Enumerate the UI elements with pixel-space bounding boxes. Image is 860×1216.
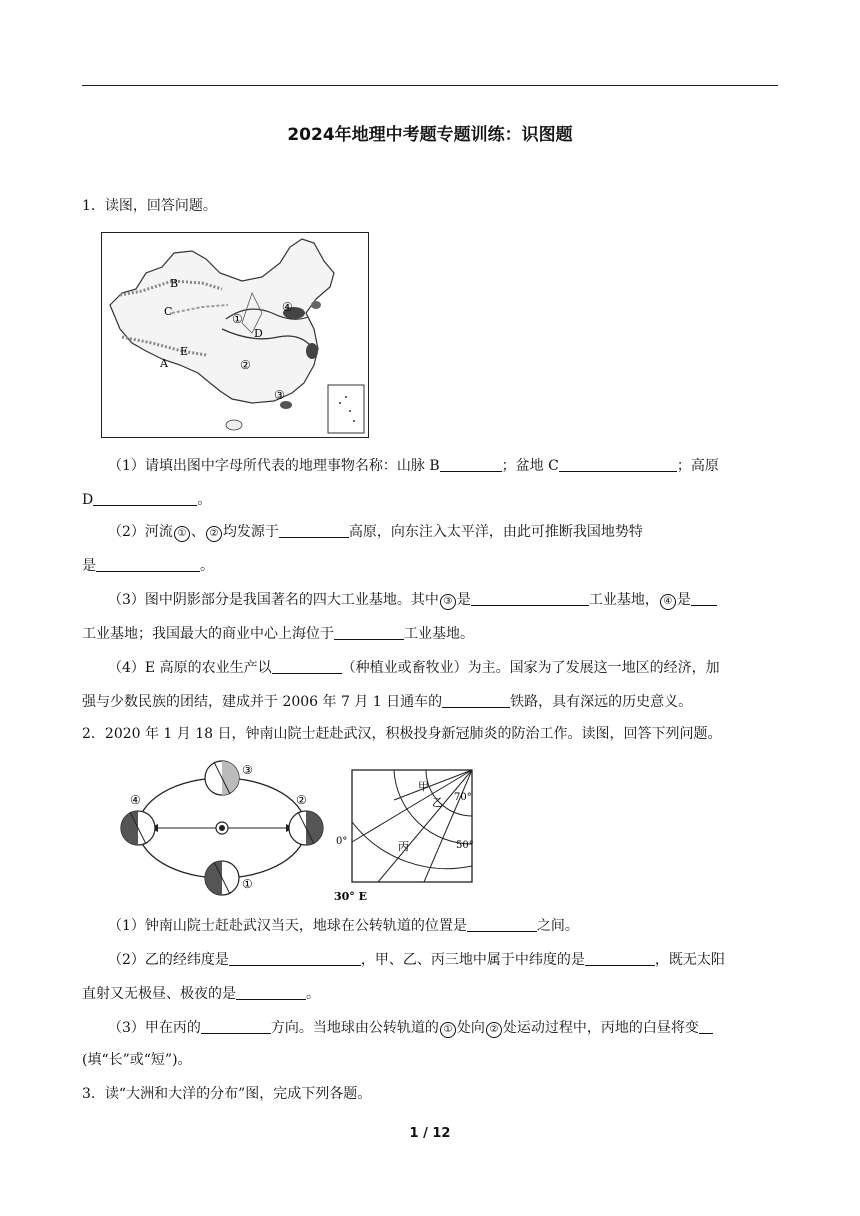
map-label-b: B bbox=[170, 277, 179, 290]
q2-sub3-line2: (填“长”或“短”)。 bbox=[82, 1052, 192, 1068]
q1-sub4-line2: 强与少数民族的团结，建成并于 2006 年 7 月 1 日通车的 铁路，具有深远的历史意义。 bbox=[82, 694, 693, 710]
answer-blank[interactable] bbox=[272, 659, 342, 674]
answer-blank[interactable] bbox=[96, 557, 200, 572]
answer-blank[interactable] bbox=[440, 457, 502, 472]
q2-sub1-line1: （1）钟南山院士赶赴武汉当天，地球在公转轨道的位置是 之间。 bbox=[108, 918, 579, 934]
map-label-a: A bbox=[160, 357, 168, 370]
map-label-base-3: ③ bbox=[274, 388, 285, 402]
grid-label-lat50: 50° bbox=[456, 840, 474, 851]
answer-blank[interactable] bbox=[229, 951, 361, 966]
q1-sub4-line1: （4）E 高原的农业生产以 （种植业或畜牧业）为主。国家为了发展这一地区的经济，加 bbox=[108, 660, 720, 676]
q1-sub3-line2: 工业基地；我国最大的商业中心上海位于 工业基地。 bbox=[82, 626, 474, 642]
earth-position-1 bbox=[205, 861, 239, 895]
answer-blank[interactable] bbox=[201, 1019, 271, 1034]
lat-lon-grid-diagram bbox=[334, 760, 484, 906]
orbit-diagram bbox=[118, 756, 330, 902]
map-label-river-1: ① bbox=[232, 312, 243, 326]
q1-sub2-line2: 是 。 bbox=[82, 558, 214, 574]
orbit-label-2: ② bbox=[296, 793, 307, 807]
earth-position-4 bbox=[121, 811, 155, 845]
map-label-c: C bbox=[164, 305, 173, 318]
answer-blank[interactable] bbox=[585, 951, 655, 966]
answer-blank[interactable] bbox=[279, 523, 349, 538]
china-map-svg bbox=[102, 233, 368, 437]
q1-stem: 1．读图，回答问题。 bbox=[82, 198, 217, 214]
answer-blank[interactable] bbox=[559, 457, 677, 472]
page-number: 1 / 12 bbox=[409, 1126, 451, 1141]
q2-sub2-line1: （2）乙的经纬度是 ，甲、乙、丙三地中属于中纬度的是 ，既无太阳 bbox=[108, 952, 725, 968]
answer-blank[interactable] bbox=[334, 625, 404, 640]
map-label-river-2: ② bbox=[240, 358, 251, 372]
map-label-e: E bbox=[180, 345, 189, 358]
q2-sub2-line2: 直射又无极昼、极夜的是 。 bbox=[82, 986, 320, 1002]
grid-label-jia: 甲 bbox=[418, 780, 429, 793]
answer-blank[interactable] bbox=[691, 591, 717, 606]
grid-label-lon0: 0° bbox=[336, 836, 348, 847]
page-title: 2024年地理中考题专题训练：识图题 bbox=[287, 125, 573, 145]
orbit-label-3: ③ bbox=[242, 763, 253, 777]
q2-sub3-line1: （3）甲在丙的 方向。当地球由公转轨道的 ① 处向 ② 处运动过程中，丙地的白昼将变 bbox=[108, 1018, 713, 1038]
answer-blank[interactable] bbox=[442, 693, 510, 708]
answer-blank[interactable] bbox=[93, 491, 197, 506]
answer-blank[interactable] bbox=[467, 917, 537, 932]
header-rule bbox=[82, 85, 778, 86]
grid-label-yi: 乙 bbox=[432, 796, 443, 809]
earth-position-2 bbox=[289, 811, 323, 845]
orbit-label-1: ① bbox=[242, 877, 253, 891]
q1-sub2-line1: （2）河流 ① 、 ② 均发源于 高原，向东注入太平洋，由此可推断我国地势特 bbox=[108, 524, 643, 540]
grid-label-lat70: 70° bbox=[454, 792, 472, 803]
answer-blank[interactable] bbox=[236, 985, 306, 1000]
china-map-figure bbox=[101, 232, 369, 438]
q1-sub1-line2: D 。 bbox=[82, 492, 212, 508]
orbit-svg bbox=[118, 756, 330, 902]
answer-blank[interactable] bbox=[699, 1019, 713, 1034]
q3-stem: 3．读“大洲和大洋的分布”图，完成下列各题。 bbox=[82, 1086, 372, 1102]
grid-svg bbox=[334, 760, 484, 906]
answer-blank[interactable] bbox=[471, 591, 589, 606]
q2-stem: 2．2020 年 1 月 18 日，钟南山院士赶赴武汉，积极投身新冠肺炎的防治工作。读图，回答下列问题。 bbox=[82, 726, 722, 742]
q1-sub3-line1: （3）图中阴影部分是我国著名的四大工业基地。其中 ③ 是 工业基地， ④ 是 bbox=[108, 590, 717, 610]
earth-position-3 bbox=[205, 761, 239, 795]
q1-sub1-line1: （1）请填出图中字母所代表的地理事物名称：山脉 B ；盆地 C ；高原 bbox=[108, 458, 719, 474]
map-label-d: D bbox=[254, 327, 263, 340]
grid-label-lon30e: 30° E bbox=[334, 890, 368, 903]
orbit-label-4: ④ bbox=[130, 793, 141, 807]
grid-label-bing: 丙 bbox=[398, 840, 409, 853]
map-label-base-4: ④ bbox=[282, 300, 293, 314]
